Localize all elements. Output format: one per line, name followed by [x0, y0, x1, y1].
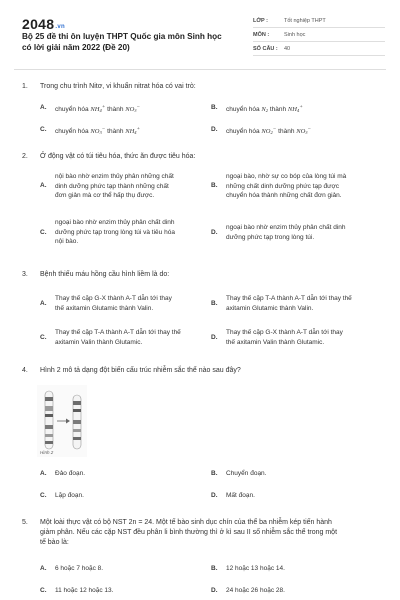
option-text: ngoại bào, nhờ sự co bóp của lòng túi mà những chất dinh dưỡng phức tạp được chuyển hóa thành những chất đơn giản.: [226, 173, 347, 199]
option-b[interactable]: [211, 564, 371, 574]
site-logo[interactable]: [22, 16, 65, 32]
option-letter: C.: [40, 334, 47, 341]
option-text: ngoại bào nhờ enzim thủy phân chất dinh dưỡng phức tạp trong lòng túi và tiêu hóa nội bào.: [55, 219, 175, 245]
option-b[interactable]: [211, 103, 371, 113]
figure-caption: Hình 2: [40, 450, 54, 455]
option-d[interactable]: [211, 491, 371, 501]
option-letter: B.: [211, 182, 218, 189]
option-text: Mất đoạn.: [226, 492, 255, 499]
meta-table: [253, 14, 385, 56]
option-text: Thay thế cặp G-X thành A-T dẫn tới thay thế axitamin Glutamic thành Valin.: [55, 295, 172, 312]
chromosome-right: [73, 395, 81, 449]
chromosome-left: [45, 391, 53, 449]
option-text: chuyển hóa $N_2$ thành $NH_4^+$: [226, 104, 303, 114]
option-c[interactable]: [40, 586, 200, 596]
logo-text: 2048: [22, 16, 55, 32]
option-c[interactable]: [40, 491, 200, 501]
question-number: 1.: [22, 83, 28, 90]
option-letter: B.: [211, 470, 218, 477]
question-number: 5.: [22, 519, 28, 526]
question-text: Trong chu trình Nitơ, vi khuẩn nitrat hóa có vai trò:: [40, 83, 196, 90]
meta-row-count: [253, 42, 385, 56]
option-text: chuyển hóa $NO_3^-$ thành $NH_4^+$: [55, 126, 141, 136]
option-letter: B.: [211, 104, 218, 111]
option-text: nội bào nhờ enzim thủy phân những chất dinh dưỡng phức tạp thành những chất đơn giản mà cơ thể hấp thụ được.: [55, 173, 174, 199]
option-text: ngoại bào nhờ enzim thủy phân chất dinh dưỡng phức tạp trong lòng túi.: [226, 224, 346, 241]
option-letter: D.: [211, 587, 218, 594]
meta-key: MÔN :: [253, 31, 270, 38]
question-number: 4.: [22, 367, 28, 374]
option-b[interactable]: [211, 172, 381, 202]
option-letter: D.: [211, 492, 218, 499]
option-d[interactable]: [211, 125, 371, 135]
meta-value: 40: [284, 45, 291, 52]
option-letter: A.: [40, 565, 47, 572]
option-b[interactable]: [211, 469, 371, 479]
meta-key: SỐ CÂU :: [253, 45, 278, 52]
meta-value: Sinh học: [284, 31, 306, 38]
option-a[interactable]: [40, 469, 200, 479]
option-a[interactable]: [40, 172, 210, 202]
option-text: Đảo đoạn.: [55, 470, 85, 477]
option-text: Thay thế cặp T-A thành A-T dẫn tới thay thế axitamin Glutamic thành Valin.: [226, 295, 352, 312]
question-text: Một loài thực vật có bộ NST 2n = 24. Một tế bào sinh dục chín của thể ba nhiễm kép tiến hành giảm phân. Nếu các cặp NST đều phân li bình thường thì ở kì sau II số nhiễm sắc thể trong một tế bào là:: [40, 519, 338, 546]
chromosome-figure: [37, 385, 87, 457]
meta-value: Tốt nghiệp THPT: [284, 17, 326, 24]
option-a[interactable]: [40, 103, 200, 113]
option-c[interactable]: [40, 218, 210, 248]
option-text: 11 hoặc 12 hoặc 13.: [55, 587, 114, 594]
option-d[interactable]: [211, 586, 371, 596]
option-a[interactable]: [40, 564, 200, 574]
option-text: chuyển hóa $NO_2^-$ thành $NO_3^-$: [226, 126, 312, 136]
question-text: Hình 2 mô tả dạng đột biến cấu trúc nhiễm sắc thể nào sau đây?: [40, 367, 241, 374]
option-letter: D.: [211, 229, 218, 236]
option-a[interactable]: [40, 294, 210, 314]
question-text: Ở động vật có túi tiêu hóa, thức ăn được tiêu hóa:: [40, 153, 196, 160]
question-number: 2.: [22, 153, 28, 160]
option-text: chuyển hóa $NH_4^+$ thành $NO_3^-$: [55, 104, 141, 114]
header-divider: [14, 69, 386, 70]
option-letter: D.: [211, 126, 218, 133]
option-text: Thay thế cặp T-A thành A-T dẫn tới thay thế axitamin Valin thành Glutamic.: [55, 329, 181, 346]
meta-row-subject: [253, 28, 385, 42]
question-2: [22, 152, 382, 262]
option-letter: C.: [40, 126, 47, 133]
logo-tld: .vn: [55, 24, 65, 30]
option-c[interactable]: [40, 328, 210, 348]
option-letter: C.: [40, 587, 47, 594]
option-letter: A.: [40, 104, 47, 111]
option-letter: A.: [40, 300, 47, 307]
option-c[interactable]: [40, 125, 200, 135]
option-d[interactable]: [211, 328, 381, 348]
option-text: 24 hoặc 26 hoặc 28.: [226, 587, 285, 594]
meta-row-class: [253, 14, 385, 28]
option-letter: D.: [211, 334, 218, 341]
option-letter: B.: [211, 300, 218, 307]
option-letter: C.: [40, 492, 47, 499]
question-number: 3.: [22, 271, 28, 278]
option-d[interactable]: [211, 223, 381, 243]
option-text: Chuyển đoạn.: [226, 470, 267, 477]
question-1: [22, 82, 382, 142]
option-letter: A.: [40, 182, 47, 189]
option-letter: B.: [211, 565, 218, 572]
document-title: Bộ 25 đề thi ôn luyện THPT Quốc gia môn Sinh học có lời giải năm 2022 (Đề 20): [22, 32, 222, 52]
option-text: 6 hoặc 7 hoặc 8.: [55, 565, 104, 572]
option-letter: A.: [40, 470, 47, 477]
option-b[interactable]: [211, 294, 381, 314]
option-text: 12 hoặc 13 hoặc 14.: [226, 565, 285, 572]
option-text: Lặp đoạn.: [55, 492, 84, 499]
question-text: Bệnh thiếu máu hồng cầu hình liềm là do:: [40, 271, 170, 278]
meta-key: LỚP :: [253, 17, 268, 24]
option-letter: C.: [40, 229, 47, 236]
question-5: [22, 518, 382, 598]
question-3: [22, 270, 382, 360]
option-text: Thay thế cặp G-X thành A-T dẫn tới thay thế axitamin Valin thành Glutamic.: [226, 329, 343, 346]
